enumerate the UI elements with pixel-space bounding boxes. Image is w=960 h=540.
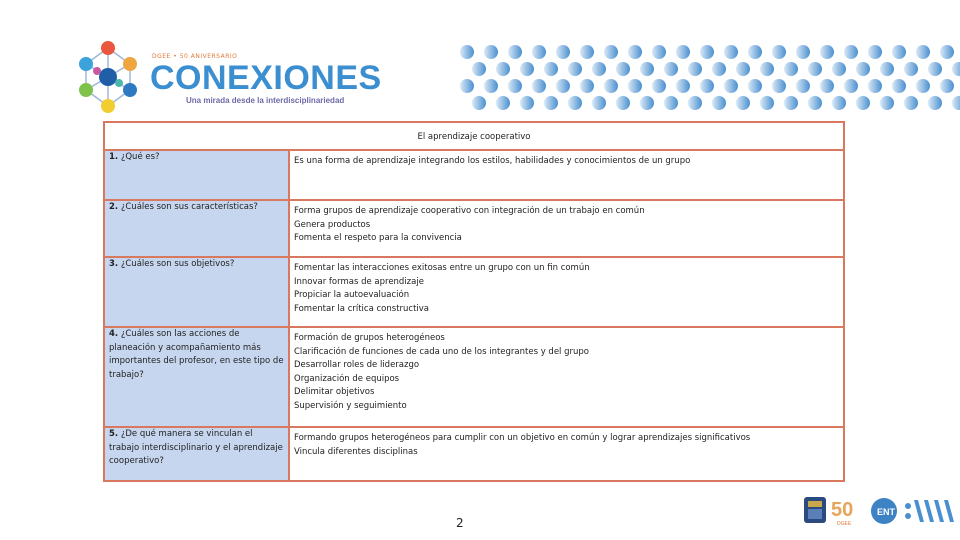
unam-shield-icon — [804, 497, 826, 523]
logo-title: CONEXIONES — [150, 59, 382, 97]
question-number: 4. — [109, 329, 119, 339]
table-row — [104, 427, 844, 481]
answer-cell — [289, 327, 844, 427]
answer-line: Desarrollar roles de liderazgo — [294, 360, 420, 371]
logo-subtitle: DGEE • 50 ANIVERSARIO — [152, 53, 238, 60]
question-cell — [104, 257, 289, 327]
svg-text:ENT: ENT — [877, 507, 895, 517]
answer-cell — [289, 257, 844, 327]
network-logo-icon — [68, 38, 148, 118]
ent-badge — [871, 498, 897, 524]
question-cell — [104, 327, 289, 427]
table-row — [104, 200, 844, 257]
question-text: ¿De qué manera se vinculan el trabajo interdisciplinario y el aprendizaje cooperativo? — [109, 429, 283, 467]
table-row — [104, 257, 844, 327]
answer-line: Innovar formas de aprendizaje — [294, 276, 424, 287]
page-number: 2 — [456, 516, 464, 530]
question-number: 1. — [109, 152, 119, 162]
question-number: 5. — [109, 429, 119, 439]
answer-line: Formación de grupos heterogéneos — [294, 333, 445, 343]
table-row — [104, 150, 844, 200]
question-text: ¿Qué es? — [120, 152, 160, 162]
decorative-mark-icon — [905, 500, 954, 522]
answer-line: Fomentar la crítica constructiva — [294, 303, 430, 314]
question-cell — [104, 150, 289, 200]
answer-cell — [289, 150, 844, 200]
answer-line: Fomentar las interacciones exitosas entre un grupo con un fin común — [294, 263, 590, 273]
conexiones-logo — [68, 38, 382, 118]
logo-tagline: Una mirada desde la interdisciplinariedad — [186, 96, 345, 105]
question-cell — [104, 200, 289, 257]
answer-line: Forma grupos de aprendizaje cooperativo con integración de un trabajo en común — [294, 206, 645, 216]
footer-logos — [800, 494, 956, 528]
question-text: ¿Cuáles son las acciones de planeación y acompañamiento más importantes del profesor, en este tipo de trabajo? — [109, 329, 284, 380]
table-header-row — [104, 122, 844, 150]
question-number: 2. — [109, 202, 119, 212]
svg-text:DGEE: DGEE — [837, 521, 852, 527]
answer-line: Fomenta el respeto para la convivencia — [294, 233, 462, 244]
answer-cell — [289, 427, 844, 481]
dgee-50-badge — [831, 499, 853, 527]
question-text: ¿Cuáles son sus características? — [120, 202, 258, 212]
question-text: ¿Cuáles son sus objetivos? — [120, 259, 235, 269]
answer-line: Propiciar la autoevaluación — [294, 290, 410, 301]
table-title — [104, 122, 844, 150]
answer-cell — [289, 200, 844, 257]
table-row — [104, 327, 844, 427]
question-number: 3. — [109, 259, 119, 269]
answer-line: Formando grupos heterogéneos para cumplir con un objetivo en común y lograr aprendizajes significativos — [294, 433, 751, 443]
answer-line: Organización de equipos — [294, 373, 400, 384]
table-title-text: El aprendizaje cooperativo — [417, 132, 531, 142]
cooperative-learning-table — [103, 121, 845, 482]
answer-line: Vincula diferentes disciplinas — [294, 446, 418, 457]
answer-line: Delimitar objetivos — [294, 387, 375, 398]
svg-text:50: 50 — [831, 499, 854, 521]
answer-line: Clarificación de funciones de cada uno de los integrantes y del grupo — [294, 346, 589, 357]
answer-line: Supervisión y seguimiento — [294, 400, 407, 411]
decorative-pattern — [455, 40, 960, 114]
answer-line: Genera productos — [294, 219, 371, 230]
question-cell — [104, 427, 289, 481]
answer-line: Es una forma de aprendizaje integrando los estilos, habilidades y conocimientos de un grupo — [294, 156, 691, 166]
